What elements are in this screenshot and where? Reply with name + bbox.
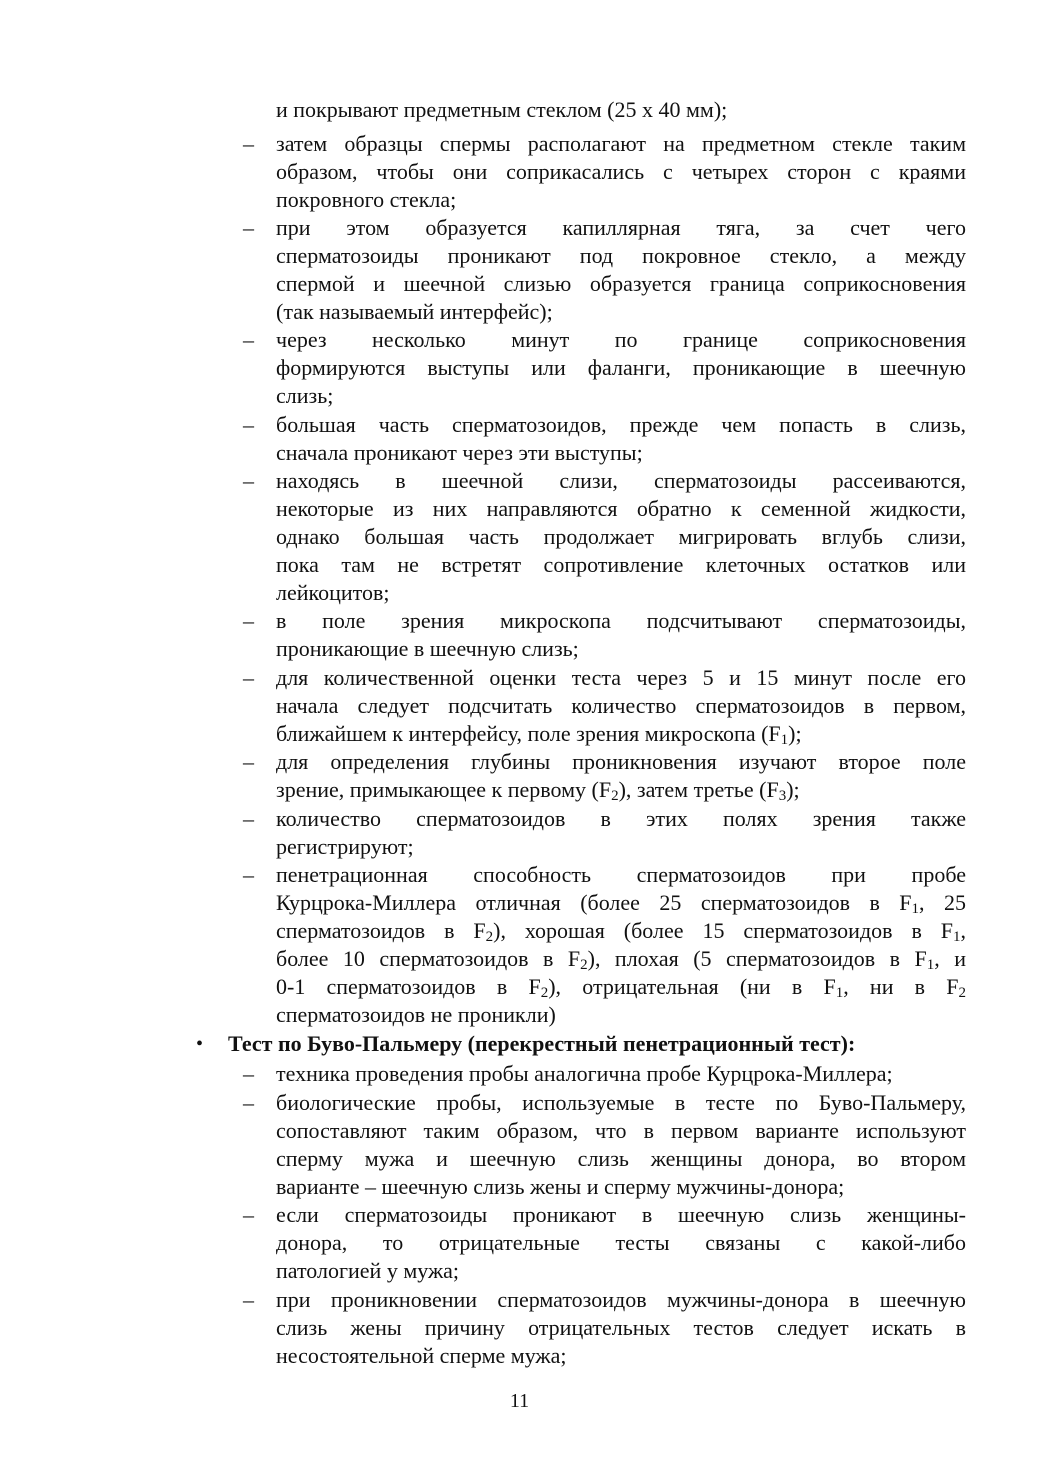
text-line: образом, чтобы они соприкасались с четырех сторон с краями [276,159,966,184]
text-line: слизь; [276,383,334,408]
text-line: пенетрационная способность сперматозоидов при пробе [276,862,966,887]
text-line: несостоятельной сперме мужа; [276,1343,567,1368]
text-line: сперматозоидов в $F_2$), хорошая (более 15 сперматозоидов в $F_1$, [276,918,966,945]
dash-marker: – [243,412,254,437]
text-line: 0-1 сперматозоидов в $F_2$), отрицательная (ни в $F_1$, ни в $F_2$ [276,974,966,1001]
text-line: сначала проникают через эти выступы; [276,440,643,465]
dash-marker: – [243,608,254,633]
text-line: если сперматозоиды проникают в шеечную слизь женщины- [276,1202,966,1227]
text-line: начала следует подсчитать количество сперматозоидов в первом, [276,693,966,718]
text-line: лейкоцитов; [276,580,390,605]
subscript: 2 [958,985,966,1001]
text-line: патологией у мужа; [276,1258,460,1283]
text-line: зрение, примыкающее к первому $(F_2)$, затем третье $(F_3)$; [276,777,800,804]
text-line: ближайшем к интерфейсу, поле зрения микроскопа $(F_1)$; [276,721,802,748]
text-line: регистрируют; [276,834,414,859]
text-line: донора, то отрицательные тесты связаны с какой-либо [276,1230,966,1255]
text-line: в поле зрения микроскопа подсчитывают сперматозоиды, [276,608,966,633]
bullet-marker: • [196,1033,204,1055]
section-heading: Тест по Буво-Пальмеру (перекрестный пенетрационный тест): [228,1031,856,1056]
text-line: при проникновении сперматозоидов мужчины-донора в шеечную [276,1287,966,1312]
text-line: сопоставляют таким образом, что в первом варианте используют [276,1118,966,1143]
text-line: спермой и шеечной слизью образуется граница соприкосновения [276,271,966,296]
subscript: 2 [580,957,588,973]
text-line: пока там не встретят сопротивление клеточных остатков или [276,552,966,577]
dash-marker: – [243,1061,254,1086]
dash-marker: – [243,806,254,831]
dash-marker: – [243,131,254,156]
text-line: биологические пробы, используемые в тесте по Буво-Пальмеру, [276,1090,966,1115]
subscript: 3 [778,788,787,804]
text-line: для определения глубины проникновения изучают второе поле [276,749,966,774]
text-line: (так называемый интерфейс); [276,299,553,324]
dash-marker: – [243,665,254,690]
dash-marker: – [243,1090,254,1115]
text-line: покровного стекла; [276,187,457,212]
text-line: находясь в шеечной слизи, сперматозоиды рассеиваются, [276,468,966,493]
text-line: и покрывают предметным стеклом (25 х 40 мм); [276,97,728,122]
dash-marker: – [243,468,254,493]
text-line: при этом образуется капиллярная тяга, за счет чего [276,215,966,240]
page-number: 11 [509,1390,530,1412]
subscript: 1 [926,957,935,973]
text-line: техника проведения пробы аналогична пробе Курцрока-Миллера; [276,1061,893,1086]
text-line: формируются выступы или фаланги, проникающие в шеечную [276,355,966,380]
text-line: для количественной оценки теста через 5 и 15 минут после его [276,665,966,690]
text-line: сперматозоидов не проникли) [276,1002,556,1027]
dash-marker: – [243,215,254,240]
text-line: через несколько минут по границе соприкосновения [276,327,966,352]
dash-marker: – [243,862,254,887]
dash-marker: – [243,1287,254,1312]
subscript: 2 [611,788,619,804]
text-line: некоторые из них направляются обратно к семенной жидкости, [276,496,966,521]
text-line: проникающие в шеечную слизь; [276,636,579,661]
subscript: 1 [835,985,844,1001]
subscript: 1 [953,929,961,945]
subscript: 2 [540,985,549,1001]
dash-marker: – [243,749,254,774]
subscript: 2 [485,929,494,945]
dash-marker: – [243,1202,254,1227]
text-line: более 10 сперматозоидов в $F_2$), плохая (5 сперматозоидов в $F_1$, и [276,946,966,973]
text-line: Курцрока-Миллера отличная (более 25 сперматозоидов в $F_1$, 25 [276,890,966,917]
subscript: 1 [911,901,920,917]
text-line: количество сперматозоидов в этих полях зрения также [276,806,966,831]
text-line: сперму мужа и шеечную слизь женщины донора, во втором [276,1146,966,1171]
text-line: варианте – шеечную слизь жены и сперму мужчины-донора; [276,1174,845,1199]
text-line: однако большая часть продолжает мигрировать вглубь слизи, [276,524,966,549]
text-line: сперматозоиды проникают под покровное стекло, а между [276,243,966,268]
text-line: слизь жены причину отрицательных тестов следует искать в [276,1315,966,1340]
text-line: большая часть сперматозоидов, прежде чем попасть в слизь, [276,412,966,437]
text-line: затем образцы спермы располагают на предметном стекле таким [276,131,966,156]
dash-marker: – [243,327,254,352]
subscript: 1 [780,732,789,748]
